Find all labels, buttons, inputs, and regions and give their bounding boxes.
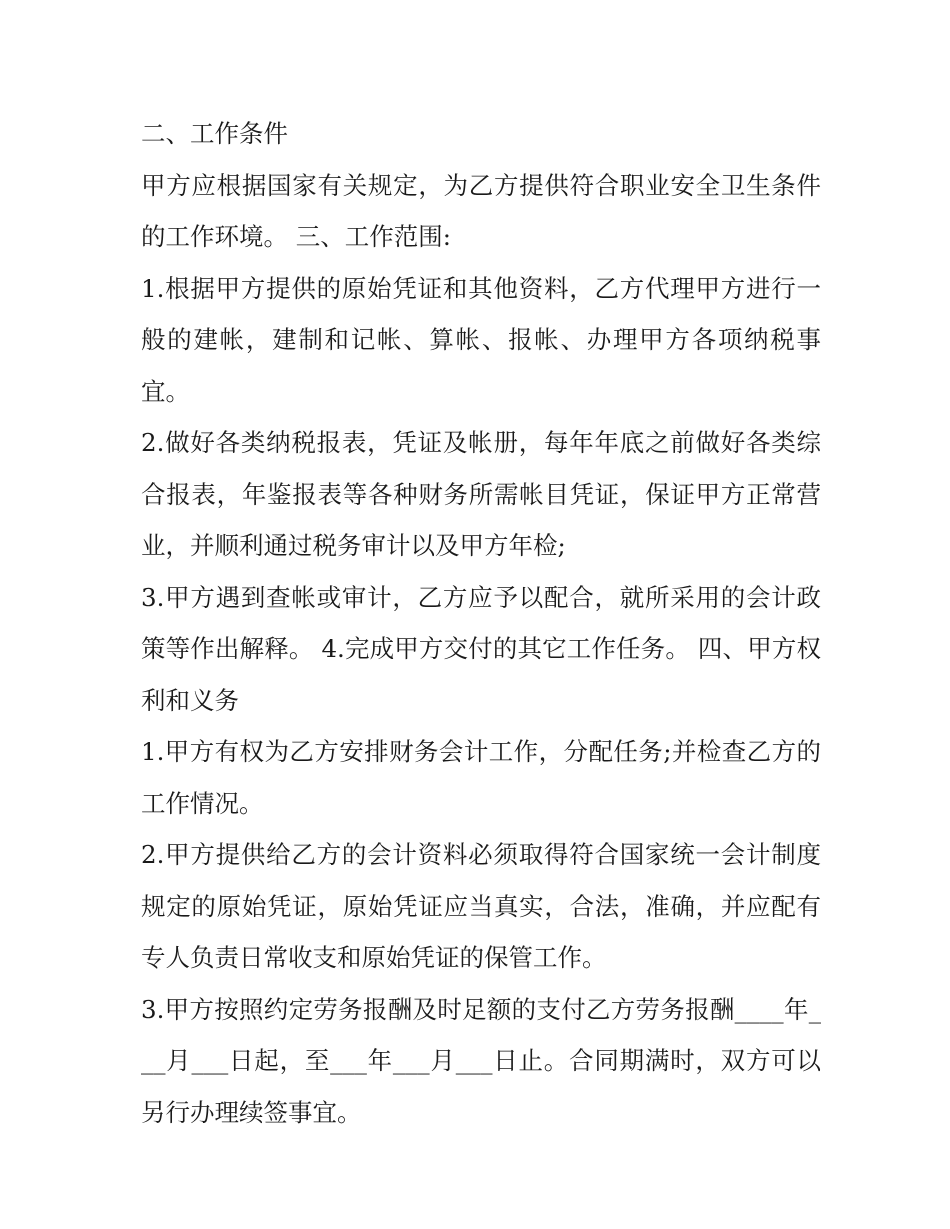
paragraph-scope-item-3: 3.甲方遇到查帐或审计，乙方应予以配合，就所采用的会计政策等作出解释。 4.完成甲方交付的其它工作任务。 四、甲方权利和义务 <box>141 582 821 715</box>
paragraph-scope-item-1: 1.根据甲方提供的原始凭证和其他资料，乙方代理甲方进行一般的建帐，建制和记帐、算帐、报帐、办理甲方各项纳税事宜。 <box>141 273 821 406</box>
paragraph-party-a-item-1: 1.甲方有权为乙方安排财务会计工作，分配任务;并检查乙方的工作情况。 <box>141 737 821 818</box>
paragraph-work-environment: 甲方应根据国家有关规定，为乙方提供符合职业安全卫生条件的工作环境。 三、工作范围: <box>141 170 821 251</box>
paragraph-party-a-item-2: 2.甲方提供给乙方的会计资料必须取得符合国家统一会计制度规定的原始凭证，原始凭证应当真实，合法，准确，并应配有专人负责日常收支和原始凭证的保管工作。 <box>141 840 821 972</box>
document-body <box>141 108 821 1138</box>
paragraph-party-a-item-3: 3.甲方按照约定劳务报酬及时足额的支付乙方劳务报酬____年___月___日起，至___年___月___日止。合同期满时，双方可以另行办理续签事宜。 <box>141 994 821 1127</box>
section-heading-work-conditions: 二、工作条件 <box>141 119 288 148</box>
paragraph-scope-item-2: 2.做好各类纳税报表，凭证及帐册，每年年底之前做好各类综合报表，年鉴报表等各种财务所需帐目凭证，保证甲方正常营业，并顺利通过税务审计以及甲方年检; <box>141 428 821 560</box>
